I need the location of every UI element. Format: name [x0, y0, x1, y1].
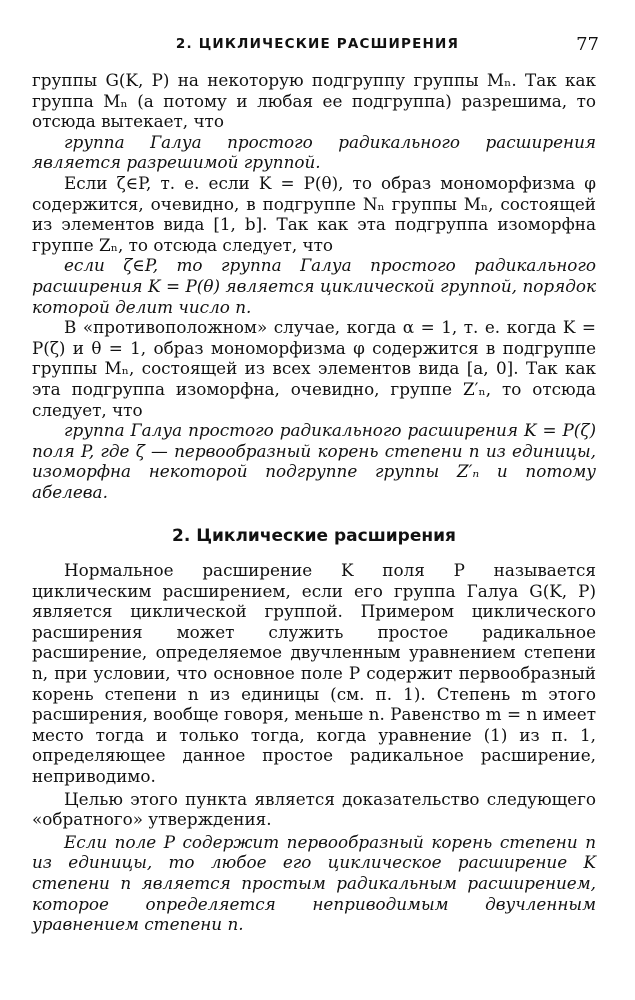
page-number: 77 — [576, 34, 599, 55]
section-paragraph: Целью этого пункта является доказательство следующего «обратного» утверждения. — [32, 788, 596, 830]
theorem-statement: Если поле P содержит первообразный корень степени n из единицы, то любое его циклическое расширение K степени n является простым радикальным расширением, которое определяется неприводимым двучленным уравнением степени n. — [32, 831, 596, 935]
italic-statement: группа Галуа простого радикального расширения K = P(ζ) поля P, где ζ — первообразный корень степени n из единицы, изоморфна некоторой подгруппе группы Z′ₙ и потому абелева. — [32, 420, 596, 502]
italic-statement: группа Галуа простого радикального расширения является разрешимой группой. — [32, 131, 596, 173]
section-paragraph: Нормальное расширение K поля P называется циклическим расширением, если его группа Галуа G(K, P) является циклической группой. Примером циклического расширения может служить простое радикальное расширение, определяемое двучленным уравнением степени n, при условии, что основное поле P содержит первообразный корень степени n из единицы (см. п. 1). Степень m этого расширения, вообще говоря, меньше n. Равенство m = n имеет место тогда и только тогда, когда уравнение (1) из п. 1, определяющее данное простое радикальное расширение, неприводимо. — [32, 560, 596, 786]
section-heading: 2. Циклические расширения — [172, 526, 456, 547]
paragraph: Если ζ∈P, т. е. если K = P(θ), то образ мономорфизма φ содержится, очевидно, в подгруппе Nₙ группы Mₙ, состоящей из элементов вида [1, b]. Так как эта подгруппа изоморфна группе Zₙ, то отсюда следует, что — [32, 172, 596, 255]
paragraph: В «противоположном» случае, когда α = 1, т. е. когда K = P(ζ) и θ = 1, образ мономорфизма φ содержится в подгруппе группы Mₙ, состоящей из всех элементов вида [a, 0]. Так как эта подгруппа изоморфна, очевидно, группе Z′ₙ, то отсюда следует, что — [32, 317, 596, 420]
page-body — [32, 70, 596, 935]
running-head — [32, 34, 603, 58]
paragraph-continued: группы G(K, P) на некоторую подгруппу группы Mₙ. Так как группа Mₙ (а потому и любая ее подгруппа) разрешима, то отсюда вытекает, что — [32, 70, 596, 132]
italic-statement: если ζ∈P, то группа Галуа простого радикального расширения K = P(θ) является циклической группой, порядок которой делит число n. — [32, 255, 596, 317]
running-head-title: 2. ЦИКЛИЧЕСКИЕ РАСШИРЕНИЯ — [175, 36, 460, 52]
